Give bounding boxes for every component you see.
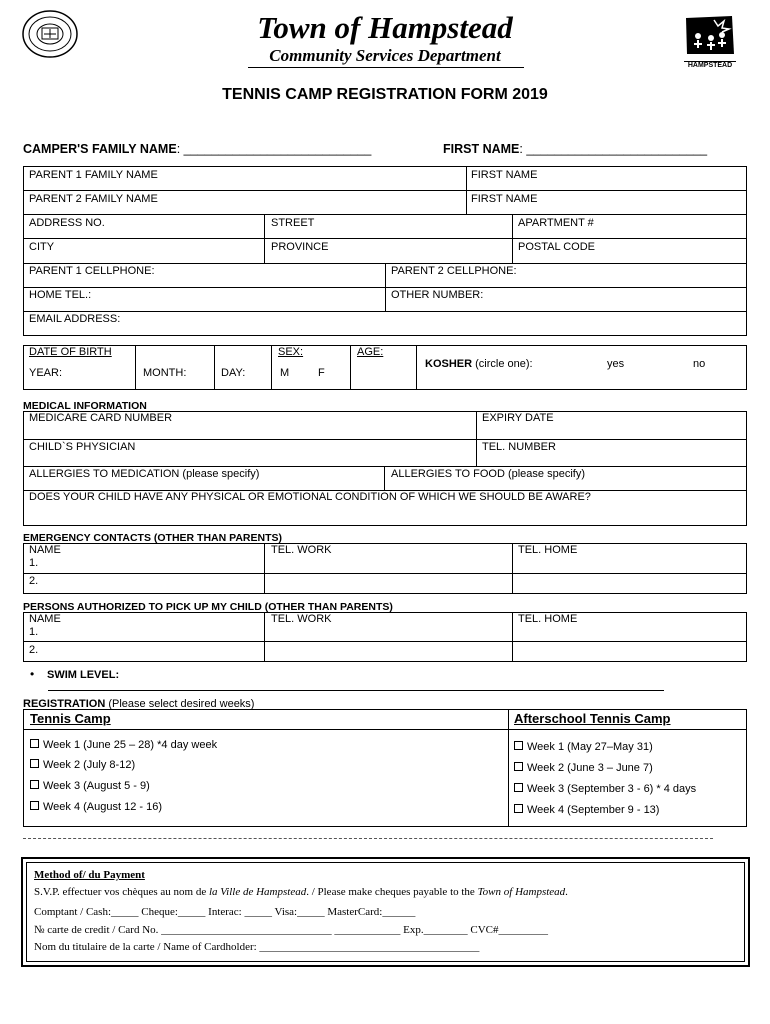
after-week-2-label: Week 2 (June 3 – June 7) [527, 762, 653, 774]
swim-level-label: SWIM LEVEL: [47, 669, 120, 681]
checkbox-icon [514, 762, 523, 771]
town-title: Town of Hampstead [257, 10, 513, 45]
checkbox-icon [30, 739, 39, 748]
month-field[interactable]: MONTH: [143, 367, 187, 379]
row-divider [23, 238, 747, 239]
payment-instruction-en: . / Please make cheques payable to the [306, 886, 478, 898]
tennis-week-3-option[interactable] [30, 780, 150, 792]
payment-instruction [34, 886, 568, 898]
col-divider [135, 345, 136, 390]
postal-code-field[interactable]: POSTAL CODE [518, 241, 596, 253]
cut-line [23, 838, 713, 839]
col-divider [384, 466, 385, 490]
physician-field[interactable]: CHILD`S PHYSICIAN [29, 441, 136, 453]
checkbox-icon [514, 783, 523, 792]
col-divider [264, 612, 265, 662]
parent2-first-field[interactable]: FIRST NAME [471, 193, 538, 205]
after-week-1-option[interactable] [514, 741, 653, 753]
col-divider [512, 543, 513, 594]
parent1-cellphone-field[interactable]: PARENT 1 CELLPHONE: [29, 265, 155, 277]
col-divider [512, 214, 513, 263]
parent2-cellphone-field[interactable]: PARENT 2 CELLPHONE: [391, 265, 517, 277]
parent2-family-field[interactable]: PARENT 2 FAMILY NAME [29, 193, 158, 205]
after-week-4-option[interactable] [514, 804, 659, 816]
row-divider [23, 641, 747, 642]
kosher-yes-option[interactable]: yes [607, 358, 625, 370]
col-divider [214, 345, 215, 390]
tennis-camp-title: Tennis Camp [30, 711, 111, 726]
emergency-home-header: TEL. HOME [518, 544, 578, 556]
authorized-row-2[interactable]: 2. [29, 644, 39, 656]
allergy-medication-field[interactable]: ALLERGIES TO MEDICATION (please specify) [29, 468, 260, 480]
sex-f-option[interactable]: F [318, 367, 325, 379]
sex-m-option[interactable]: M [280, 367, 290, 379]
age-field[interactable]: AGE: [357, 346, 384, 358]
medicare-field[interactable]: MEDICARE CARD NUMBER [29, 412, 173, 424]
authorized-row-1[interactable]: 1. [29, 626, 39, 638]
camper-name-line [23, 142, 371, 156]
physician-tel-field[interactable]: TEL. NUMBER [482, 441, 556, 453]
authorized-name-header: NAME [29, 613, 61, 625]
address-no-field[interactable]: ADDRESS NO. [29, 217, 105, 229]
swim-bullet: • [30, 667, 35, 681]
camper-family-label: CAMPER'S FAMILY NAME [23, 142, 177, 156]
after-week-1-label: Week 1 (May 27–May 31) [527, 741, 653, 753]
after-week-2-option[interactable] [514, 762, 653, 774]
after-week-3-option[interactable] [514, 783, 696, 795]
checkbox-icon [30, 780, 39, 789]
tennis-week-1-option[interactable] [30, 739, 217, 751]
dob-label: DATE OF BIRTH [29, 346, 112, 358]
row-divider [23, 573, 747, 574]
authorized-home-header: TEL. HOME [518, 613, 578, 625]
city-field[interactable]: CITY [29, 241, 55, 253]
card-number-field[interactable]: № carte de credit / Card No. _______________________________ ____________ Exp.________ CVC#_________ [34, 924, 549, 936]
parent1-first-field[interactable]: FIRST NAME [471, 169, 538, 181]
authorized-work-header: TEL. WORK [271, 613, 332, 625]
row-divider [23, 214, 747, 215]
col-divider [466, 166, 467, 214]
tennis-week-4-label: Week 4 (August 12 - 16) [43, 801, 163, 813]
emergency-heading: EMERGENCY CONTACTS (OTHER THAN PARENTS) [23, 532, 283, 544]
after-week-3-label: Week 3 (September 3 - 6) * 4 days [527, 783, 697, 795]
kosher-note: (circle one): [472, 358, 533, 370]
medical-heading: MEDICAL INFORMATION [23, 400, 147, 412]
kosher-no-option[interactable]: no [693, 358, 706, 370]
camper-first-field[interactable]: : __________________________ [519, 142, 708, 156]
kosher-line [425, 358, 533, 370]
tennis-week-1-label: Week 1 (June 25 – 28) *4 day week [43, 739, 218, 751]
header-rule [248, 67, 524, 68]
col-divider [476, 411, 477, 466]
emergency-table [23, 543, 747, 594]
tennis-week-2-option[interactable] [30, 759, 135, 771]
registration-label: REGISTRATION [23, 698, 106, 710]
form-title: TENNIS CAMP REGISTRATION FORM 2019 [222, 86, 548, 103]
checkbox-icon [30, 801, 39, 810]
emergency-name-header: NAME [29, 544, 61, 556]
apartment-field[interactable]: APARTMENT # [518, 217, 594, 229]
col-divider [508, 709, 509, 827]
row-divider [23, 311, 747, 312]
checkbox-icon [514, 804, 523, 813]
hampstead-logo-text: HAMPSTEAD [684, 61, 736, 69]
row-divider [23, 190, 747, 191]
camper-family-field[interactable]: : ___________________________ [176, 142, 372, 156]
tennis-week-2-label: Week 2 (July 8-12) [43, 759, 136, 771]
birth-table [23, 345, 747, 390]
other-number-field[interactable]: OTHER NUMBER: [391, 289, 484, 301]
expiry-field[interactable]: EXPIRY DATE [482, 412, 554, 424]
row-divider [23, 439, 747, 440]
authorized-table [23, 612, 747, 662]
allergy-food-field[interactable]: ALLERGIES TO FOOD (please specify) [391, 468, 585, 480]
swim-level-field[interactable] [48, 690, 664, 691]
row-divider [23, 466, 747, 467]
payment-payee-fr: la Ville de Hampstead [208, 886, 307, 898]
tennis-week-4-option[interactable] [30, 801, 162, 813]
emergency-row-1[interactable]: 1. [29, 557, 39, 569]
after-week-4-label: Week 4 (September 9 - 13) [527, 804, 660, 816]
parent1-family-field[interactable]: PARENT 1 FAMILY NAME [29, 169, 158, 181]
kosher-label: KOSHER [425, 358, 473, 370]
department-subtitle: Community Services Department [269, 46, 501, 65]
payment-instruction-end: . [565, 886, 568, 898]
province-field[interactable]: PROVINCE [271, 241, 329, 253]
checkbox-icon [514, 741, 523, 750]
camper-first-label: FIRST NAME [443, 142, 520, 156]
payment-payee-en: Town of Hampstead [477, 886, 566, 898]
hampstead-logo [684, 14, 736, 69]
condition-field[interactable]: DOES YOUR CHILD HAVE ANY PHYSICAL OR EMOTIONAL CONDITION OF WHICH WE SHOULD BE AWARE? [29, 491, 591, 503]
col-divider [271, 345, 272, 390]
col-divider [350, 345, 351, 390]
emergency-row-2[interactable]: 2. [29, 575, 39, 587]
col-divider [385, 263, 386, 311]
col-divider [416, 345, 417, 390]
col-divider [512, 612, 513, 662]
payment-instruction-fr: S.V.P. effectuer vos chèques au nom de [34, 886, 209, 898]
registration-note: (Please select desired weeks) [105, 698, 255, 710]
camper-first-line [443, 142, 707, 156]
col-divider [264, 214, 265, 263]
afterschool-camp-title: Afterschool Tennis Camp [514, 711, 671, 726]
col-divider [264, 543, 265, 594]
home-tel-field[interactable]: HOME TEL.: [29, 289, 92, 301]
emergency-work-header: TEL. WORK [271, 544, 332, 556]
authorized-heading: PERSONS AUTHORIZED TO PICK UP MY CHILD (OTHER THAN PARENTS) [23, 601, 393, 613]
cardholder-name-field[interactable]: Nom du titulaire de la carte / Name of Cardholder: ________________________________________ [34, 941, 480, 953]
sex-label: SEX: [278, 346, 304, 358]
payment-heading: Method of/ du Payment [34, 869, 145, 881]
checkbox-icon [30, 759, 39, 768]
email-field[interactable]: EMAIL ADDRESS: [29, 313, 121, 325]
row-divider [23, 729, 747, 730]
tennis-week-3-label: Week 3 (August 5 - 9) [43, 780, 150, 792]
day-field[interactable]: DAY: [221, 367, 246, 379]
year-field[interactable]: YEAR: [29, 367, 63, 379]
street-field[interactable]: STREET [271, 217, 315, 229]
payment-methods-field[interactable]: Comptant / Cash:_____ Cheque:_____ Interac: _____ Visa:_____ MasterCard:______ [34, 906, 416, 918]
